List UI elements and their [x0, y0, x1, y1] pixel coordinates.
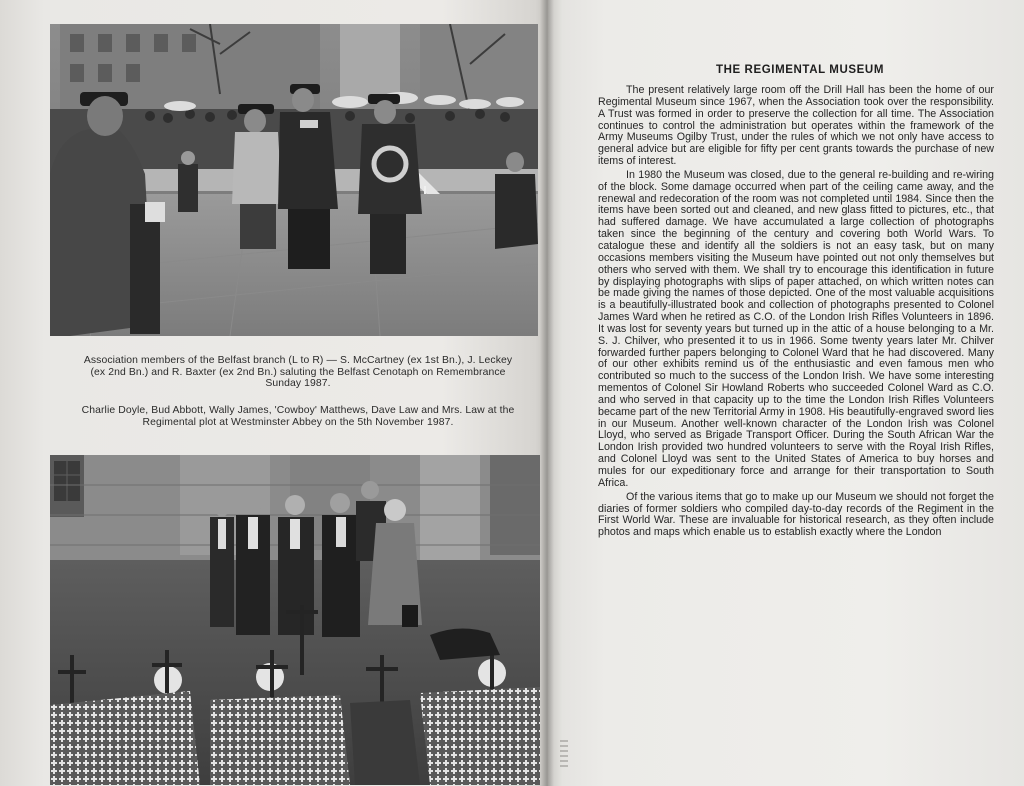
photo-westminster-abbey-plot-image	[50, 455, 540, 785]
photo-belfast-cenotaph	[50, 24, 538, 336]
article-paragraph: Of the various items that go to make up our Museum we should not forget the diaries of former soldiers who compiled day-to-day records of the Regiment in the First World War. These are invaluable for historical research, as they often include photos and maps which enable us to establish exactly where the London	[598, 490, 994, 539]
photo-westminster-abbey-plot	[50, 455, 540, 785]
article-body	[598, 85, 994, 539]
book-gutter	[540, 0, 554, 786]
caption-westminster-abbey: Charlie Doyle, Bud Abbott, Wally James, 'Cowboy' Matthews, Dave Law and Mrs. Law at the Regimental plot at Westminster Abbey on the 5th November 1987.	[81, 405, 515, 428]
article-paragraph: In 1980 the Museum was closed, due to the general re-building and re-wiring of the block. Some damage occurred when part of the ceiling came away, and the renewal and redecoration of the room was not completed until 1984. Since then the items have been sorted out and cleaned, and new glass fitted to pictures, etc., that had suffered damage. We have accumulated a large collection of photographs taken since the beginning of the century and covering both World Wars. To catalogue these and identify all the soldiers is not an easy task, but on many occasions members visiting the Museum have pointed out not only themselves but others who served with them. We shall try to encourage this identification in future by displaying photographs with slips of paper attached, on which written notes can be made giving the names of those depicted. One of the most valuable acquisitions is a beautifully-illustrated book and collection of photographs presented to Colonel James Ward when he retired as C.O. of the London Irish Rifles Volunteers in 1896. It was lost for seventy years but turned up in the attic of a house belonging to a Mr. S. J. Chilver, who presented it to us in 1966. Some twenty years later Mr. Chilver forwarded further papers belonging to Colonel Ward that he had discovered. Many of our other exhibits remind us of the enthusiastic and even famous men who contributed so much to the success of the London Irish. We have some interesting mementos of Colonel Sir Howland Roberts who succeeded Colonel Ward as C.O. and who served in that capacity up to the time the London Irish Rifles Volunteers became part of the new Territorial Army in 1908. His beautifully-engraved sword lies in our Museum. Another well-known character of the London Irish was Colonel Lloyd, who served as Brigade Transport Officer. During the South African War the London Irish provided two hundred volunteers to serve with the Royal Irish Rifles, and Colonel Lloyd was sent to the United States of America to buy horses and mules for our expeditionary force and arrange for their transportation to South Africa.	[598, 168, 994, 489]
caption-belfast-cenotaph: Association members of the Belfast branch (L to R) — S. McCartney (ex 1st Bn.), J. Leckey (ex 2nd Bn.) and R. Baxter (ex 2nd Bn.) saluting the Belfast Cenotaph on Remembrance Sunday 1987.	[83, 355, 513, 390]
page-heading: THE REGIMENTAL MUSEUM	[715, 64, 885, 76]
article-paragraph: The present relatively large room off the Drill Hall has been the home of our Regimental Museum since 1967, when the Association took over the responsibility. A Trust was formed in order to preserve the collection for all time. The Association continues to control the administration but operates within the framework of the Army Museums Ogilby Trust, under the rules of which we not only have access to general advice but are eligible for fifty per cent grants towards the purchase of new items of interest.	[598, 84, 994, 168]
photo-belfast-cenotaph-image	[50, 24, 538, 336]
page-edge-mark	[560, 740, 568, 770]
